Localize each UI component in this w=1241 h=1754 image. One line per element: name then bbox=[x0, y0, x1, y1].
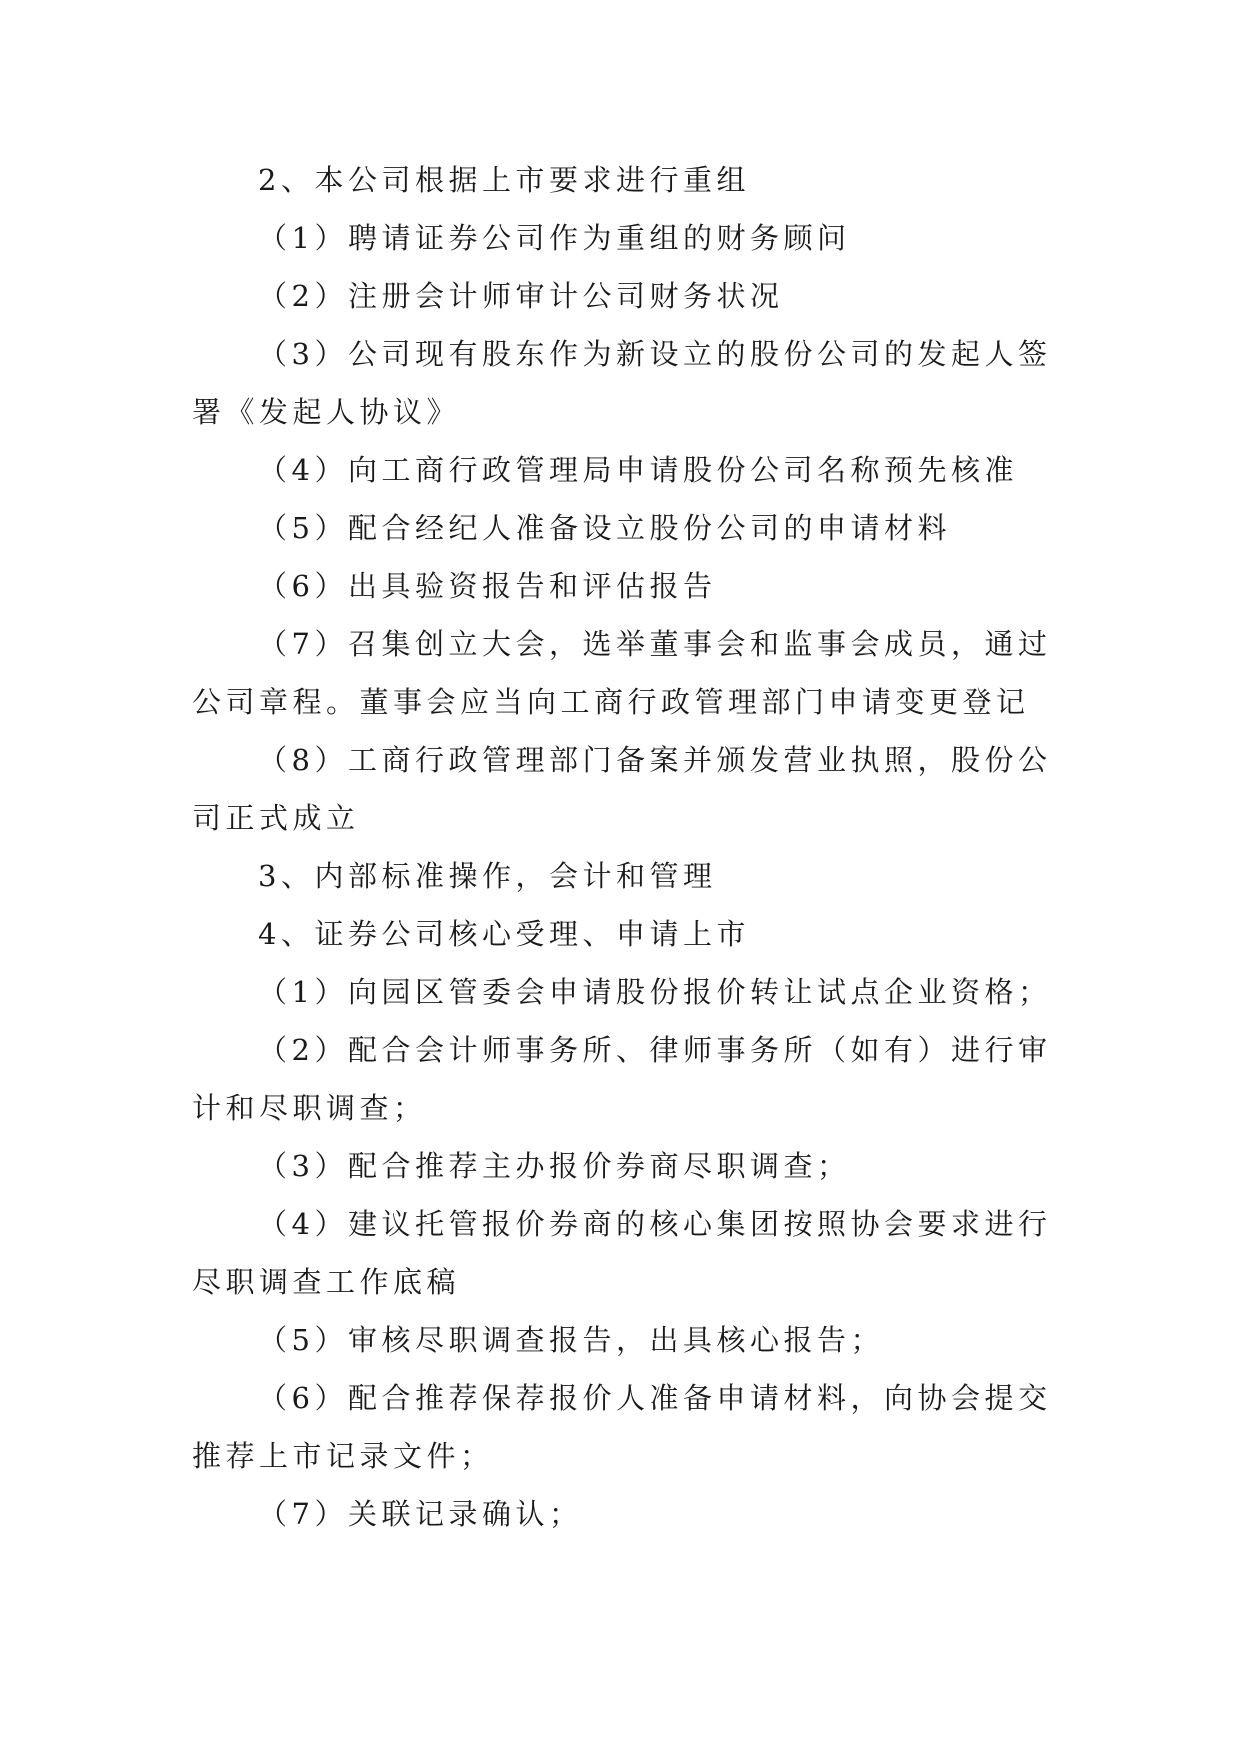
paragraph-listing-item-6: （6）配合推荐保荐报价人准备申请材料，向协会提交推荐上市记录文件； bbox=[192, 1381, 1052, 1473]
paragraph-section-4: 4、证券公司核心受理、申请上市 bbox=[258, 917, 750, 951]
paragraph-listing-item-4: （4）建议托管报价券商的核心集团按照协会要求进行尽职调查工作底稿 bbox=[192, 1207, 1052, 1299]
paragraph-item-6: （6）出具验资报告和评估报告 bbox=[258, 569, 717, 603]
paragraph-section-2: 2、本公司根据上市要求进行重组 bbox=[258, 163, 750, 197]
paragraph-item-3: （3）公司现有股东作为新设立的股份公司的发起人签署《发起人协议》 bbox=[192, 337, 1052, 429]
paragraph-item-2: （2）注册会计师审计公司财务状况 bbox=[258, 279, 784, 313]
paragraph-listing-item-7: （7）关联记录确认； bbox=[258, 1497, 583, 1531]
paragraph-item-7: （7）召集创立大会，选举董事会和监事会成员，通过公司章程。董事会应当向工商行政管理部门申请变更登记 bbox=[192, 627, 1052, 719]
paragraph-item-8: （8）工商行政管理部门备案并颁发营业执照，股份公司正式成立 bbox=[192, 743, 1052, 835]
paragraph-section-3: 3、内部标准操作，会计和管理 bbox=[258, 859, 717, 893]
paragraph-listing-item-3: （3）配合推荐主办报价券商尽职调查； bbox=[258, 1149, 851, 1183]
paragraph-listing-item-2: （2）配合会计师事务所、律师事务所（如有）进行审计和尽职调查； bbox=[192, 1033, 1052, 1125]
paragraph-item-1: （1）聘请证券公司作为重组的财务顾问 bbox=[258, 221, 851, 255]
paragraph-listing-item-1: （1）向园区管委会申请股份报价转让试点企业资格； bbox=[258, 975, 1052, 1009]
paragraph-item-4: （4）向工商行政管理局申请股份公司名称预先核准 bbox=[258, 453, 1018, 487]
paragraph-listing-item-5: （5）审核尽职调查报告，出具核心报告； bbox=[258, 1323, 884, 1357]
paragraph-item-5: （5）配合经纪人准备设立股份公司的申请材料 bbox=[258, 511, 951, 545]
